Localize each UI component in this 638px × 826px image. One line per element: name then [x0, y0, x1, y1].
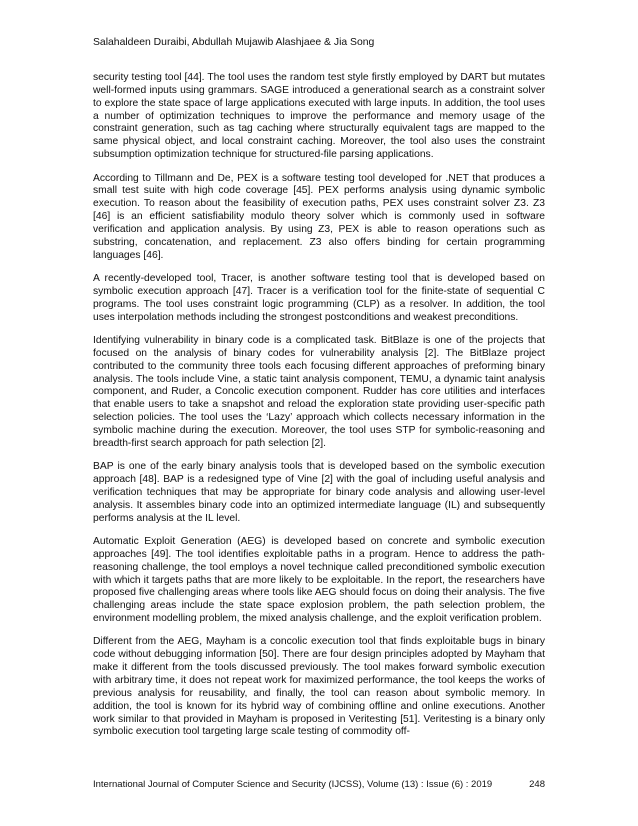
footer-page-number: 248	[529, 779, 545, 790]
paragraph-bitblaze: Identifying vulnerability in binary code is a complicated task. BitBlaze is one of the projects that focused on the analysis of binary codes for vulnerability analysis [2]. The BitBlaze project contributed to the community three tools each focusing different approaches of preforming binary analysis. The tools include Vine, a static taint analysis component, TEMU, a dynamic taint analysis component, and Ruder, a Concolic execution component. Rudder has core utilities and interfaces that enable users to take a snapshot and reload the exploration state providing user-specific path selection policies. The tool uses the ‘Lazy’ approach which collects necessary information in the symbolic machine during the execution. Moreover, the tool uses STP for symbolic-reasoning and breadth-first search approach for path selection [2].	[93, 334, 545, 449]
footer-journal-citation: International Journal of Computer Science and Security (IJCSS), Volume (13) : Issue (6) : 2019	[93, 779, 493, 790]
paragraph-mayham: Different from the AEG, Mayham is a concolic execution tool that finds exploitable bugs in binary code without debugging information [50]. There are four design principles adopted by Mayham that make it different from the tools discussed previously. The tool makes forward symbolic execution with arbitrary time, it does not repeat work for maximized performance, the tool keeps the works of previous analysis for reusability, and finally, the tool can reason about symbolic memory. In addition, the tool is known for its hybrid way of combining offline and online executions. Another work similar to that provided in Mayham is proposed in Veritesting [51]. Veritesting is a binary only symbolic execution tool targeting large scale testing of commodity off-	[93, 636, 545, 738]
running-header-authors: Salahaldeen Duraibi, Abdullah Mujawib Alashjaee & Jia Song	[93, 37, 375, 48]
paragraph-pex: According to Tillmann and De, PEX is a software testing tool developed for .NET that produces a small test suite with high code coverage [45]. PEX performs analysis using dynamic symbolic execution. To reason about the feasibility of execution paths, PEX uses constraint solver Z3. Z3 [46] is an efficient satisfiability modulo theory solver which is commonly used in software verification and application analysis. By using Z3, PEX is able to reason operations such as substring, concatenation, and replacement. Z3 also offers binding for certain programming languages [46].	[93, 172, 545, 261]
paragraph-aeg: Automatic Exploit Generation (AEG) is developed based on concrete and symbolic execution approaches [49]. The tool identifies exploitable paths in a program. Hence to address the path-reasoning challenge, the tool employs a novel technique called preconditioned symbolic execution with which it targets paths that are more likely to be exploitable. In the report, the researchers have proposed five challenging areas where tools like AEG should focus on doing their analysis. The five challenging areas include the state space explosion problem, the path selection problem, the environment modelling problem, the mixed analysis challenge, and the exploit verification problem.	[93, 535, 545, 625]
paragraph-bap: BAP is one of the early binary analysis tools that is developed based on the symbolic execution approach [48]. BAP is a redesigned type of Vine [2] with the goal of including useful analysis and verification techniques that may be appropriate for binary code analysis and allowing user-level analysis. It assembles binary code into an optimized intermediate language (IL) and subsequently performs analysis at the IL level.	[93, 461, 545, 524]
paragraph-tracer: A recently-developed tool, Tracer, is another software testing tool that is developed based on symbolic execution approach [47]. Tracer is a verification tool for the finite-state of sequential C programs. The tool uses constraint logic programming (CLP) as a resolver. In addition, the tool uses interpolation methods including the strongest postconditions and weakest preconditions.	[93, 273, 545, 323]
body-text	[93, 72, 545, 750]
paragraph-sage: security testing tool [44]. The tool uses the random test style firstly employed by DART but mutates well-formed inputs using grammars. SAGE introduced a generational search as a constraint solver to explore the state space of large applications executed with large inputs. In addition, the tool uses a number of optimization techniques to improve the performance and memory usage of the constraint generation, such as tag caching where structurally equivalent tags are mapped to the same physical object, and local constraint caching. Moreover, the tool also uses the constraint subsumption optimization technique for structured-file parsing applications.	[93, 72, 545, 161]
